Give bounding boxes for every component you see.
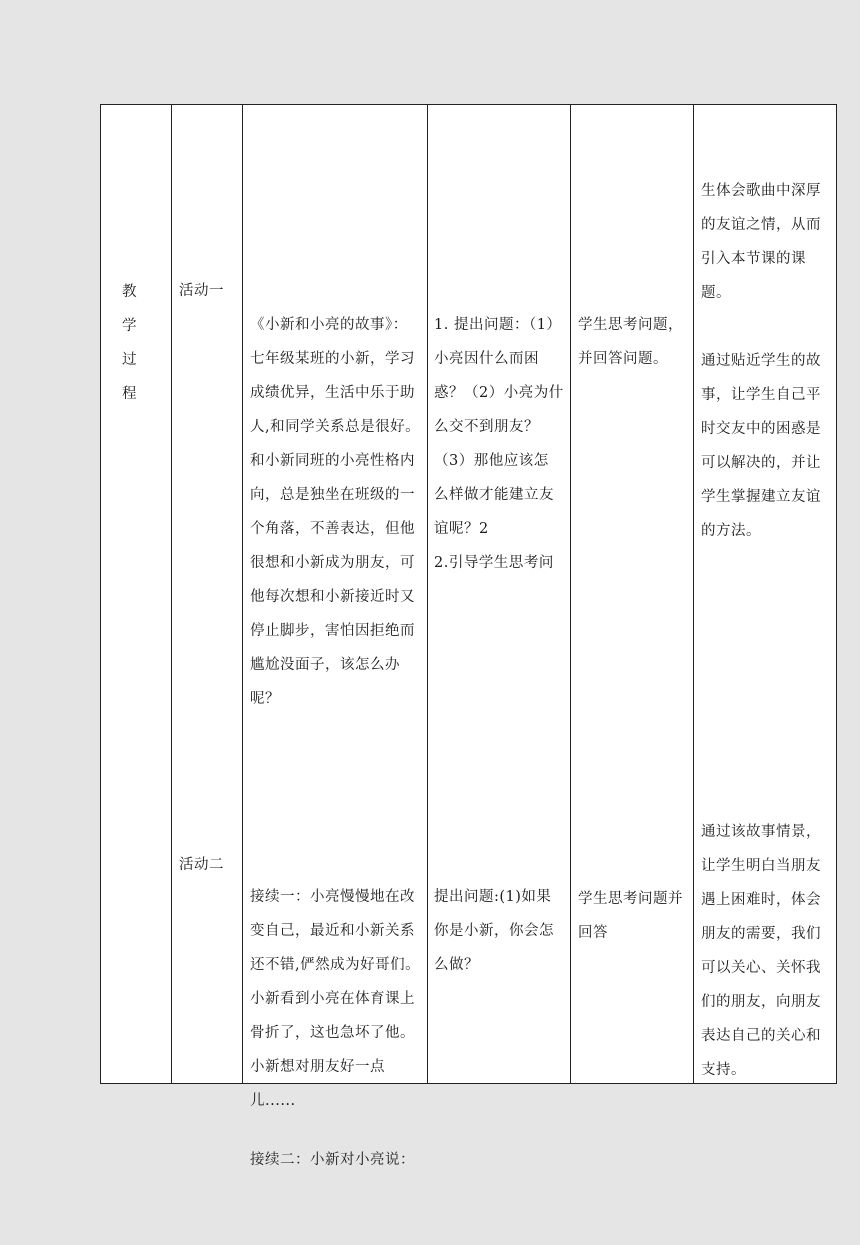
activity-2-name: 活动二 (179, 857, 224, 873)
activity-1-name: 活动一 (179, 283, 224, 299)
column-divider (836, 104, 837, 1084)
activity-1-content: 《小新和小亮的故事》： 七年级某班的小新，学习 成绩优异，生活中乐于助 人,和同学关系总是很好。 和小新同班的小亮性格内 向，总是独坐在班级的一 个角落，不善表达，但他 很想和小新成为朋友，可 他每次想和小新接近时又 停止脚步，害怕因拒绝而 尴尬没面子，该怎么办 呢？ (250, 317, 421, 707)
column-divider (242, 104, 243, 1084)
column-divider (171, 104, 172, 1084)
activity-2-content: 接续一：小亮慢慢地在改 变自己，最近和小新关系 还不错,俨然成为好哥们。 小新看到小亮在体育课上 骨折了，这也急坏了他。 小新想对朋友好一点 儿...... 接续二：小新对小亮说： (250, 889, 421, 1168)
activity-1-student: 学生思考问题， 并回答问题。 (578, 317, 683, 367)
table-border-top (100, 104, 837, 105)
intent-continued: 生体会歌曲中深厚 的友谊之情，从而 引入本节课的课 题。 (701, 183, 821, 301)
activity-1-teacher: 1. 提出问题：（1） 小亮因什么而困 惑？（2）小亮为什 么交不到朋友？ （3）那他应该怎 么样做才能建立友 谊呢？2 2.引导学生思考问 (434, 317, 564, 571)
stage-label: 教 学 过 程 (122, 284, 137, 402)
column-divider (427, 104, 428, 1084)
activity-2-teacher: 提出问题:(1)如果 你是小新，你会怎 么做？ (434, 889, 554, 973)
column-divider (570, 104, 571, 1084)
column-divider (100, 104, 101, 1084)
activity-2-intent: 通过该故事情景， 让学生明白当朋友 遇上困难时，体会 朋友的需要，我们 可以关心、关怀我 们的朋友，向朋友 表达自己的关心和 支持。 (701, 824, 821, 1078)
activity-2-student: 学生思考问题并 回答 (578, 891, 683, 941)
lesson-plan-table (100, 104, 837, 1168)
activity-1-intent: 通过贴近学生的故 事，让学生自己平 时交友中的困惑是 可以解决的，并让 学生掌握建立友谊 的方法。 (701, 353, 821, 539)
column-divider (693, 104, 694, 1084)
